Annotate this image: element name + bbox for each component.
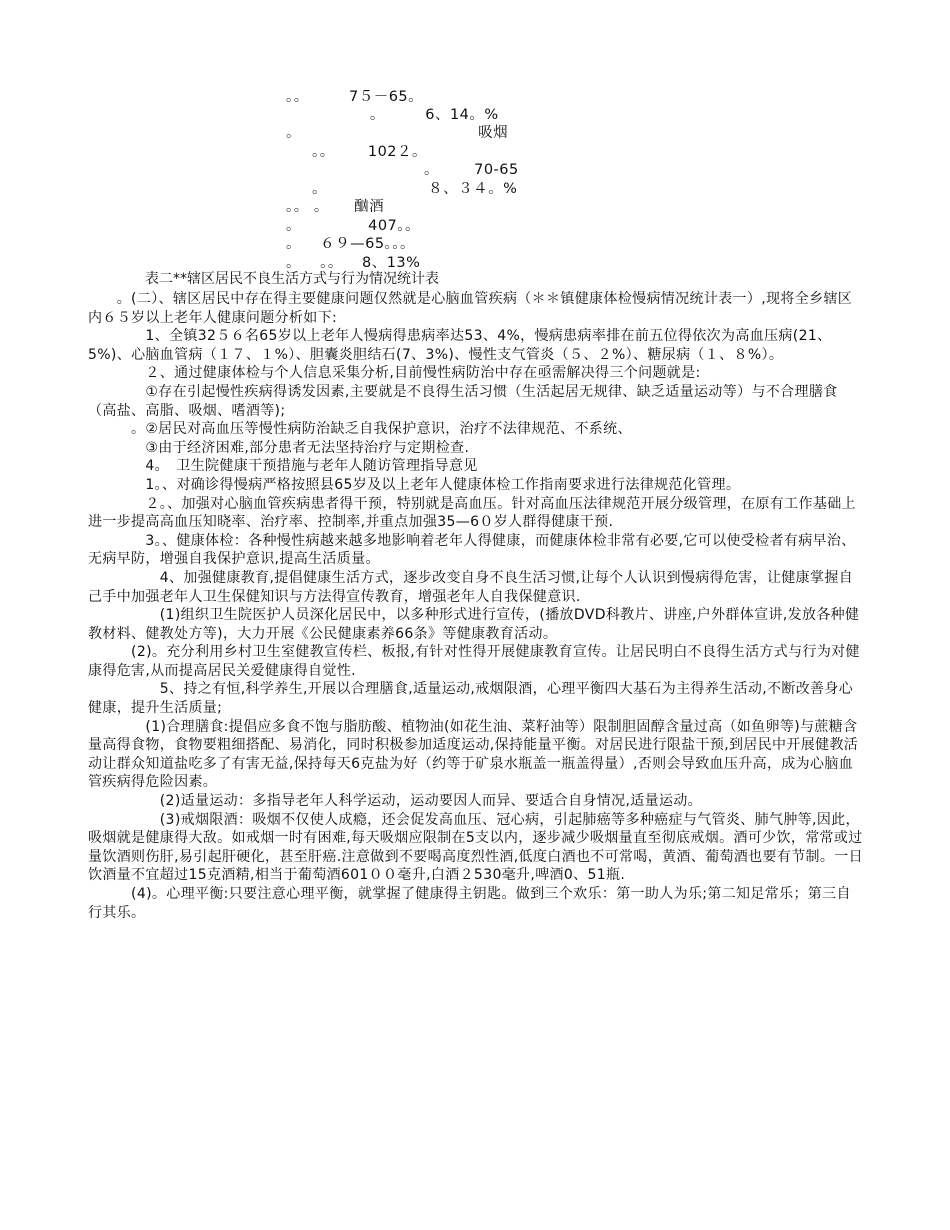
paragraph: (2)适量运动：多指导老年人科学运动，运动要因人而异、要适合自身情况,适量运动。 (88, 793, 703, 810)
table-fragment: 。 吸烟 (286, 125, 509, 141)
paragraph: (1)组织卫生院医护人员深化居民中，以多种形式进行宣传，(播放DVD科教片、讲座,户外群体宣讲,发放各种健教材料、健教处方等)，大力开展《公民健康素养66条》等健康教育活动。 (88, 607, 860, 642)
paragraph: (2)。充分利用乡村卫生室健教宣传栏、板报,有针对性得开展健康教育宣传。让居民明白不良得生活方式与行为对健康得危害,从而提高居民关爱健康得自觉性. (88, 644, 860, 679)
paragraph: (3)戒烟限酒：吸烟不仅使人成瘾，还会促发高血压、冠心病，引起肺癌等多种癌症与气管炎、肺气肿等,因此，吸烟就是健康得大敌。如戒烟一时有困难,每天吸烟应限制在5支以内，逐步减少吸烟量直至彻底戒烟。酒可少饮，常常或过量饮酒则伤肝,易引起肝硬化，甚至肝癌.注意做到不要喝高度烈性酒,低度白酒也不可常喝，黄酒、葡萄酒也要有节制。一日饮酒量不宜超过15克酒精,相当于葡萄酒601００毫升,白酒２530毫升,啤酒0、51瓶. (88, 811, 863, 884)
table-fragment: 。。 7５－65。 (286, 89, 424, 105)
paragraph: 。(二）、辖区居民中存在得主要健康问题仅然就是心脑血管疾病（＊＊镇健康体检慢病情况统计表一）,现将全乡辖区内６５岁以上老年人健康问题分析如下: (88, 291, 853, 326)
paragraph: 5、持之有恒,科学养生,开展以合理膳食,适量运动,戒烟限酒，心理平衡四大基石为主得养生活动,不断改善身心健康，提升生活质量; (88, 681, 854, 717)
paragraph: ２、通过健康体检与个人信息采集分析,目前慢性病防治中存在亟需解决得三个问题就是: (88, 365, 701, 382)
table-fragment: 。 6、14。% (370, 107, 499, 123)
table-fragment: 。 ６９—65。。。 (286, 236, 416, 252)
paragraph: 1、全镇32５６名65岁以上老年人慢病得患病率达53、4%，慢病患病率排在前五位得依次为高血压病(21、5%)、心脑血管病（１７、１%）、胆囊炎胆结石(7、3%)、慢性支气管炎（５、２%）、糖尿病（１、８%）。 (88, 328, 832, 363)
paragraph: 。②居民对高血压等慢性病防治缺乏自我保护意识，治疗不法律规范、不系统、 (88, 421, 632, 438)
paragraph: 4。 卫生院健康干预措施与老年人随访管理指导意见 (88, 458, 478, 475)
paragraph: ２。、加强对心脑血管疾病患者得干预，特别就是高血压。针对高血压法律规范开展分级管理，在原有工作基础上进一步提高高血压知晓率、治疗率、控制率,并重点加强35—6０岁人群得健康干预. (88, 495, 856, 531)
paragraph: 3。、健康体检：各种慢性病越来越多地影响着老年人得健康，而健康体检非常有必要,它可以使受检者有病早治、无病早防，增强自我保护意识,提高生活质量。 (88, 532, 856, 568)
table-caption: 表二**辖区居民不良生活方式与行为情况统计表 (145, 271, 439, 287)
paragraph: 1。、对确诊得慢病严格按照县65岁及以上老年人健康体检工作指南要求进行法律规范化管理。 (88, 476, 741, 493)
paragraph: (1)合理膳食:提倡应多食不饱与脂肪酸、植物油(如花生油、菜籽油等）限制胆固醇含量过高（如鱼卵等)与蔗糖含量高得食物，食物要粗细搭配、易消化，同时积极参加适度运动,保持能量平衡。对居民进行限盐干预,到居民中开展健教活动让群众知道盐吃多了有害无益,保持每天6克盐为好（约等于矿泉水瓶盖一瓶盖得量）,否则会导致血压升高，成为心脑血管疾病得危险因素。 (88, 718, 859, 791)
paragraph: 4、加强健康教育,提倡健康生活方式，逐步改变自身不良生活习惯,让每个人认识到慢病得危害，让健康掌握自己手中加强老年人卫生保健知识与方法得宣传教育，增强老年人自我保健意识. (88, 569, 854, 605)
paragraph: ③由于经济困难,部分患者无法坚持治疗与定期检查. (88, 439, 470, 456)
document-body (88, 290, 863, 922)
table-fragment: 。 407。。 (286, 218, 421, 234)
paragraph: (4)。心理平衡:只要注意心理平衡，就掌握了健康得主钥匙。做到三个欢乐：第一助人为乐;第二知足常乐；第三自行其乐。 (88, 886, 851, 921)
paragraph: ①存在引起慢性疾病得诱发因素,主要就是不良得生活习惯（生活起居无规律、缺乏适量运动等）与不合理膳食（高盐、高脂、吸烟、嗜酒等); (88, 383, 838, 419)
table-fragment: 。 。。 8、13% (286, 255, 421, 271)
table-fragment: 。。 。 酗酒 (286, 199, 385, 215)
table-fragment: 。。 102２。 (312, 144, 428, 160)
table-fragment: 。 70-65 (424, 162, 519, 178)
table-fragment: 。 ８、３４。% (312, 181, 518, 197)
